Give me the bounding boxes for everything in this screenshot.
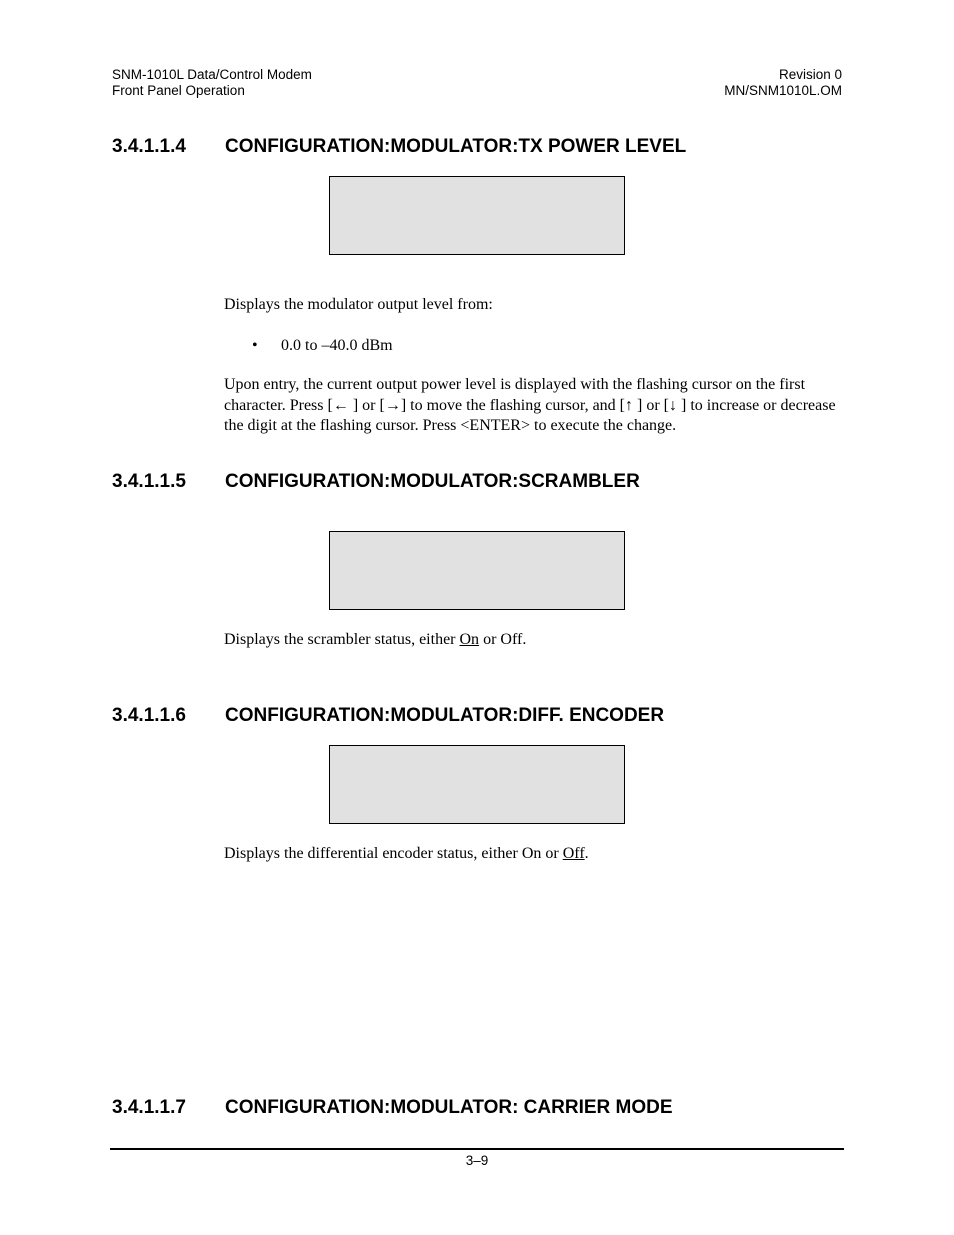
scrambler-description [224, 630, 844, 651]
section-heading-diff-encoder [112, 705, 664, 727]
section-number: 3.4.1.1.5 [112, 471, 186, 492]
scrambler-default-value: On [459, 631, 480, 648]
section-number: 3.4.1.1.7 [112, 1097, 186, 1118]
section-heading-carrier-mode [112, 1097, 673, 1119]
lcd-display-scrambler [329, 531, 625, 610]
lcd-display-tx-power [329, 176, 625, 255]
header-right [724, 67, 842, 99]
diff-encoder-text-prefix: Displays the differential encoder status, either On or [224, 845, 563, 862]
header-left [112, 67, 312, 99]
tx-power-range: 0.0 to –40.0 dBm [281, 337, 393, 354]
section-title: CONFIGURATION:MODULATOR:TX POWER LEVEL [225, 136, 687, 157]
scrambler-text-prefix: Displays the scrambler status, either [224, 631, 460, 648]
header-title: SNM-1010L Data/Control Modem [112, 67, 312, 82]
bullet-dot: • [252, 337, 258, 354]
diff-encoder-text-suffix: . [584, 845, 589, 862]
section-heading-scrambler [112, 471, 640, 493]
scrambler-text-suffix: or Off. [479, 631, 527, 648]
header-revision: Revision 0 [778, 67, 842, 82]
header-doc-number: MN/SNM1010L.OM [724, 83, 842, 98]
diff-encoder-description [224, 844, 844, 865]
page-number: 3–9 [465, 1153, 489, 1168]
section-title: CONFIGURATION:MODULATOR:DIFF. ENCODER [225, 705, 665, 726]
section-heading-tx-power [112, 136, 686, 158]
footer-divider [110, 1148, 844, 1150]
section-number: 3.4.1.1.6 [112, 705, 186, 726]
tx-power-instructions: Upon entry, the current output power level is displayed with the flashing cursor on the first character. Press [← ] or [→] to move the flashing cursor, and [↑ ] or [↓ ] to increase or decrease the digit at the flashing cursor. Press <ENTER> to execute the change. [224, 376, 836, 434]
section-title: CONFIGURATION:MODULATOR: CARRIER MODE [225, 1097, 673, 1118]
section-title: CONFIGURATION:MODULATOR:SCRAMBLER [225, 471, 640, 492]
tx-power-intro: Displays the modulator output level from: [224, 296, 493, 313]
header-subtitle: Front Panel Operation [112, 83, 245, 98]
lcd-display-diff-encoder [329, 745, 625, 824]
section-number: 3.4.1.1.4 [112, 136, 186, 157]
tx-power-range-bullet [252, 336, 393, 356]
diff-encoder-default-value: Off [562, 845, 585, 862]
